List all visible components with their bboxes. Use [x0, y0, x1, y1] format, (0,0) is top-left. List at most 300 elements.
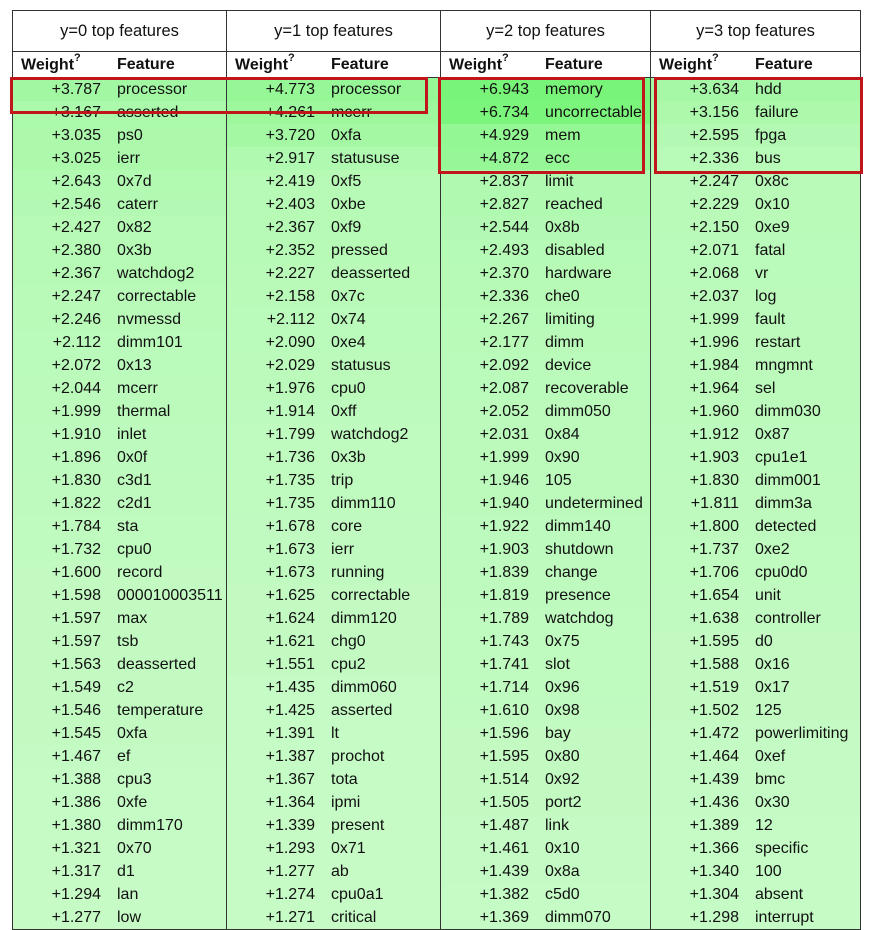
weight-value: +1.551 — [265, 655, 315, 673]
feature-row — [13, 469, 226, 492]
feature-row — [13, 561, 226, 584]
class-body-row — [13, 52, 861, 930]
weight-value: +2.037 — [689, 287, 739, 305]
weight-value: +1.996 — [689, 333, 739, 351]
feature-row — [13, 446, 226, 469]
feature-name: bmc — [755, 770, 786, 788]
class-header-row — [13, 11, 861, 52]
weight-value: +1.940 — [479, 494, 529, 512]
class-column-y3 — [651, 52, 861, 930]
feature-name: cpu0d0 — [755, 563, 808, 581]
feature-row — [227, 653, 440, 676]
feature-row — [227, 285, 440, 308]
feature-name: controller — [755, 609, 821, 627]
feature-row — [227, 837, 440, 860]
weight-value: +1.673 — [265, 563, 315, 581]
feature-row — [441, 745, 650, 768]
weight-value: +1.839 — [479, 563, 529, 581]
feature-row — [651, 584, 860, 607]
feature-row — [441, 561, 650, 584]
weight-value: +1.610 — [479, 701, 529, 719]
feature-name: statusus — [331, 356, 391, 374]
feature-name: present — [331, 816, 385, 834]
feature-row — [227, 676, 440, 699]
feature-row — [441, 607, 650, 630]
feature-name: 0xff — [331, 402, 357, 420]
weights-subtable — [651, 52, 860, 929]
weight-value: +1.546 — [51, 701, 101, 719]
weight-value: +1.654 — [689, 586, 739, 604]
feature-name: 0x7c — [331, 287, 365, 305]
feature-row — [651, 377, 860, 400]
feature-row — [441, 446, 650, 469]
weight-value: +1.811 — [690, 494, 739, 512]
feature-row — [227, 469, 440, 492]
feature-row — [227, 492, 440, 515]
feature-name: max — [117, 609, 148, 627]
weight-value: +1.912 — [689, 425, 739, 443]
feature-name: 0x70 — [117, 839, 152, 857]
feature-row — [441, 653, 650, 676]
feature-name: device — [545, 356, 592, 374]
feature-name: dimm — [545, 333, 585, 351]
feature-row — [651, 469, 860, 492]
weight-value: +1.999 — [51, 402, 101, 420]
weight-help-icon[interactable]: ? — [288, 52, 295, 65]
feature-row — [227, 906, 440, 929]
feature-row — [651, 538, 860, 561]
weight-value: +2.229 — [689, 195, 739, 213]
weight-value: +1.999 — [479, 448, 529, 466]
weight-value: +2.544 — [479, 218, 529, 236]
feature-row — [441, 814, 650, 837]
weight-value: +3.720 — [265, 126, 315, 144]
feature-row — [13, 538, 226, 561]
weight-value: +2.837 — [479, 172, 529, 190]
feature-row — [227, 814, 440, 837]
feature-row — [227, 308, 440, 331]
feature-name: undetermined — [545, 494, 643, 512]
feature-name: inlet — [117, 425, 147, 443]
feature-row — [13, 354, 226, 377]
feature-name: c2 — [117, 678, 134, 696]
feature-row — [13, 147, 226, 170]
weight-value: +4.773 — [265, 80, 315, 98]
weight-value: +1.625 — [265, 586, 315, 604]
feature-row — [441, 147, 650, 170]
feature-name: limit — [545, 172, 574, 190]
weight-value: +1.386 — [51, 793, 101, 811]
feature-row — [13, 78, 226, 102]
weight-value: +3.634 — [689, 80, 739, 98]
feature-name: deasserted — [331, 264, 411, 282]
feature-row — [441, 101, 650, 124]
weight-value: +1.743 — [479, 632, 529, 650]
feature-row — [441, 239, 650, 262]
weight-value: +2.336 — [689, 149, 739, 167]
feature-name: prochot — [331, 747, 385, 765]
feature-row — [227, 423, 440, 446]
feature-name: c3d1 — [117, 471, 152, 489]
feature-row — [227, 561, 440, 584]
weight-value: +2.112 — [52, 333, 101, 351]
feature-name: 0x3b — [117, 241, 152, 259]
feature-row — [227, 400, 440, 423]
feature-row — [13, 722, 226, 745]
feature-name: 12 — [755, 816, 773, 834]
feature-name: 0x10 — [545, 839, 580, 857]
feature-name: watchdog — [545, 609, 614, 627]
feature-name: 0x8a — [545, 862, 580, 880]
weight-header: Weight? — [441, 52, 533, 78]
weight-value: +1.505 — [479, 793, 529, 811]
weight-help-icon[interactable]: ? — [74, 52, 81, 65]
feature-row — [13, 607, 226, 630]
feature-row — [13, 768, 226, 791]
weight-value: +1.487 — [479, 816, 529, 834]
feature-row — [651, 561, 860, 584]
feature-row — [441, 124, 650, 147]
feature-row — [227, 354, 440, 377]
weight-value: +2.595 — [689, 126, 739, 144]
feature-row — [441, 906, 650, 929]
feature-name: deasserted — [117, 655, 197, 673]
feature-name: link — [545, 816, 570, 834]
feature-name: specific — [755, 839, 809, 857]
feature-row — [13, 285, 226, 308]
weight-value: +2.403 — [265, 195, 315, 213]
feature-weights-table — [12, 10, 861, 930]
feature-name: cpu1e1 — [755, 448, 808, 466]
feature-name: statususe — [331, 149, 400, 167]
weight-value: +2.917 — [265, 149, 315, 167]
feature-row — [227, 515, 440, 538]
weight-value: +1.784 — [51, 517, 101, 535]
weight-value: +1.274 — [265, 885, 315, 903]
weight-value: +1.369 — [479, 908, 529, 926]
feature-name: detected — [755, 517, 817, 535]
feature-row — [441, 354, 650, 377]
weight-value: +1.596 — [479, 724, 529, 742]
weight-value: +1.960 — [689, 402, 739, 420]
weight-value: +1.472 — [689, 724, 739, 742]
feature-row — [651, 331, 860, 354]
feature-row — [651, 285, 860, 308]
weight-value: +2.227 — [265, 264, 315, 282]
feature-row — [13, 262, 226, 285]
class-column-y2 — [441, 52, 651, 930]
feature-name: bus — [755, 149, 781, 167]
feature-row — [441, 883, 650, 906]
feature-row — [227, 239, 440, 262]
weight-value: +1.976 — [265, 379, 315, 397]
weight-value: +2.029 — [265, 356, 315, 374]
weight-value: +1.464 — [689, 747, 739, 765]
feature-row — [441, 722, 650, 745]
feature-name: failure — [755, 103, 799, 121]
feature-row — [651, 492, 860, 515]
feature-row — [227, 860, 440, 883]
weight-value: +1.741 — [479, 655, 529, 673]
feature-name: ef — [117, 747, 131, 765]
feature-name: hardware — [545, 264, 612, 282]
weight-help-icon[interactable]: ? — [502, 52, 509, 65]
weight-value: +3.787 — [51, 80, 101, 98]
weight-value: +1.387 — [265, 747, 315, 765]
feature-row — [227, 193, 440, 216]
feature-name: low — [117, 908, 142, 926]
feature-row — [227, 147, 440, 170]
feature-name: pressed — [331, 241, 388, 259]
feature-row — [227, 538, 440, 561]
weight-value: +1.624 — [265, 609, 315, 627]
weight-value: +1.597 — [51, 609, 101, 627]
feature-name: mngmnt — [755, 356, 813, 374]
feature-name: watchdog2 — [331, 425, 409, 443]
feature-row — [651, 124, 860, 147]
weight-value: +1.638 — [689, 609, 739, 627]
feature-row — [441, 262, 650, 285]
feature-row — [13, 699, 226, 722]
weight-value: +1.367 — [265, 770, 315, 788]
feature-row — [651, 170, 860, 193]
feature-row — [13, 584, 226, 607]
weight-value: +2.068 — [689, 264, 739, 282]
feature-name: uncorrectable — [545, 103, 642, 121]
feature-name: presence — [545, 586, 611, 604]
feature-row — [227, 699, 440, 722]
weight-value: +1.914 — [265, 402, 315, 420]
feature-row — [651, 262, 860, 285]
feature-row — [13, 308, 226, 331]
feature-name: mcerr — [117, 379, 158, 397]
feature-row — [651, 745, 860, 768]
feature-name: 125 — [755, 701, 782, 719]
weight-value: +1.321 — [51, 839, 101, 857]
weight-value: +1.519 — [689, 678, 739, 696]
feature-row — [651, 239, 860, 262]
weight-value: +2.247 — [51, 287, 101, 305]
feature-name: dimm001 — [755, 471, 821, 489]
feature-row — [651, 676, 860, 699]
feature-header: Feature — [105, 52, 226, 78]
feature-row — [651, 653, 860, 676]
weight-value: +1.277 — [265, 862, 315, 880]
feature-name: lan — [117, 885, 139, 903]
feature-name: 0x8b — [545, 218, 580, 236]
feature-name: vr — [755, 264, 769, 282]
feature-name: 0x84 — [545, 425, 580, 443]
feature-name: 0xbe — [331, 195, 366, 213]
feature-name: core — [331, 517, 363, 535]
weight-value: +1.830 — [689, 471, 739, 489]
feature-row — [227, 331, 440, 354]
feature-name: 0x74 — [331, 310, 366, 328]
feature-row — [441, 285, 650, 308]
weight-help-icon[interactable]: ? — [712, 52, 719, 65]
feature-row — [651, 78, 860, 102]
weight-value: +1.461 — [479, 839, 529, 857]
weight-value: +1.735 — [265, 471, 315, 489]
feature-header: Feature — [319, 52, 440, 78]
class-header-y0: y=0 top features — [13, 11, 227, 52]
weight-value: +4.872 — [479, 149, 529, 167]
weight-value: +2.071 — [689, 241, 739, 259]
feature-row — [13, 170, 226, 193]
weights-subtable — [227, 52, 440, 929]
feature-weights-table-container — [12, 10, 858, 930]
feature-name: dimm110 — [331, 494, 396, 512]
feature-row — [441, 469, 650, 492]
weight-value: +1.830 — [51, 471, 101, 489]
feature-row — [13, 193, 226, 216]
feature-row — [651, 837, 860, 860]
weight-value: +4.929 — [479, 126, 529, 144]
feature-name: dimm030 — [755, 402, 821, 420]
feature-name: memory — [545, 80, 603, 98]
feature-row — [13, 331, 226, 354]
weight-value: +1.304 — [689, 885, 739, 903]
feature-name: 0x82 — [117, 218, 152, 236]
feature-name: absent — [755, 885, 804, 903]
weight-value: +2.336 — [479, 287, 529, 305]
feature-name: record — [117, 563, 163, 581]
weight-value: +1.673 — [265, 540, 315, 558]
feature-name: cpu2 — [331, 655, 366, 673]
feature-name: 0x3b — [331, 448, 366, 466]
weight-value: +2.367 — [51, 264, 101, 282]
feature-row — [651, 699, 860, 722]
feature-row — [13, 216, 226, 239]
feature-name: tsb — [117, 632, 139, 650]
weight-value: +2.092 — [479, 356, 529, 374]
weight-value: +1.549 — [51, 678, 101, 696]
feature-row — [441, 768, 650, 791]
feature-name: sel — [755, 379, 776, 397]
feature-row — [227, 584, 440, 607]
feature-row — [441, 699, 650, 722]
feature-name: 0xf5 — [331, 172, 362, 190]
feature-name: cpu0 — [117, 540, 152, 558]
feature-row — [227, 630, 440, 653]
feature-row — [441, 170, 650, 193]
weight-value: +2.052 — [479, 402, 529, 420]
feature-name: critical — [331, 908, 377, 926]
feature-row — [13, 400, 226, 423]
feature-name: change — [545, 563, 598, 581]
feature-row — [441, 630, 650, 653]
feature-name: 0xef — [755, 747, 786, 765]
feature-row — [441, 837, 650, 860]
weight-value: +1.896 — [51, 448, 101, 466]
weight-value: +1.999 — [689, 310, 739, 328]
feature-row — [651, 722, 860, 745]
weight-value: +1.597 — [51, 632, 101, 650]
feature-name: asserted — [331, 701, 393, 719]
feature-name: 0x8c — [755, 172, 789, 190]
class-column-y0 — [13, 52, 227, 930]
weight-value: +6.734 — [479, 103, 529, 121]
weight-value: +2.031 — [479, 425, 529, 443]
feature-row — [227, 745, 440, 768]
feature-name: 0xfa — [331, 126, 362, 144]
weight-value: +1.621 — [265, 632, 315, 650]
feature-name: 000010003511 — [117, 586, 223, 604]
feature-name: 0xe2 — [755, 540, 790, 558]
feature-name: cpu0 — [331, 379, 366, 397]
weight-value: +2.493 — [479, 241, 529, 259]
feature-row — [13, 883, 226, 906]
weight-value: +1.271 — [265, 908, 315, 926]
feature-row — [13, 101, 226, 124]
weight-value: +1.903 — [479, 540, 529, 558]
feature-row — [441, 423, 650, 446]
weight-value: +1.595 — [479, 747, 529, 765]
feature-name: watchdog2 — [117, 264, 195, 282]
weight-value: +2.072 — [51, 356, 101, 374]
feature-name: hdd — [755, 80, 782, 98]
feature-row — [441, 860, 650, 883]
feature-row — [13, 653, 226, 676]
weight-value: +2.158 — [265, 287, 315, 305]
feature-row — [441, 492, 650, 515]
feature-name: sta — [117, 517, 139, 535]
feature-name: fault — [755, 310, 786, 328]
feature-row — [651, 607, 860, 630]
feature-name: d0 — [755, 632, 773, 650]
feature-name: d1 — [117, 862, 135, 880]
feature-name: reached — [545, 195, 603, 213]
weight-value: +1.380 — [51, 816, 101, 834]
feature-row — [651, 423, 860, 446]
feature-name: unit — [755, 586, 781, 604]
feature-row — [441, 584, 650, 607]
feature-name: chg0 — [331, 632, 366, 650]
feature-name: log — [755, 287, 777, 305]
weight-value: +1.678 — [265, 517, 315, 535]
feature-row — [441, 515, 650, 538]
feature-row — [651, 147, 860, 170]
weight-value: +1.789 — [479, 609, 529, 627]
weight-value: +1.563 — [51, 655, 101, 673]
feature-name: temperature — [117, 701, 204, 719]
feature-name: processor — [331, 80, 402, 98]
feature-row — [13, 630, 226, 653]
weight-value: +1.339 — [265, 816, 315, 834]
feature-row — [441, 193, 650, 216]
feature-row — [227, 78, 440, 102]
feature-name: 0x80 — [545, 747, 580, 765]
feature-name: dimm140 — [545, 517, 611, 535]
feature-name: 0x96 — [545, 678, 580, 696]
class-column-y1 — [227, 52, 441, 930]
feature-header: Feature — [533, 52, 650, 78]
feature-name: ab — [331, 862, 349, 880]
feature-row — [13, 745, 226, 768]
feature-row — [651, 768, 860, 791]
feature-name: 0x16 — [755, 655, 790, 673]
feature-name: ps0 — [117, 126, 143, 144]
feature-name: cpu3 — [117, 770, 152, 788]
feature-name: fatal — [755, 241, 786, 259]
feature-row — [441, 377, 650, 400]
weight-value: +2.150 — [689, 218, 739, 236]
feature-name: dimm3a — [755, 494, 812, 512]
weight-value: +1.293 — [265, 839, 315, 857]
feature-name: tota — [331, 770, 358, 788]
feature-name: 0x87 — [755, 425, 790, 443]
feature-name: 105 — [545, 471, 572, 489]
